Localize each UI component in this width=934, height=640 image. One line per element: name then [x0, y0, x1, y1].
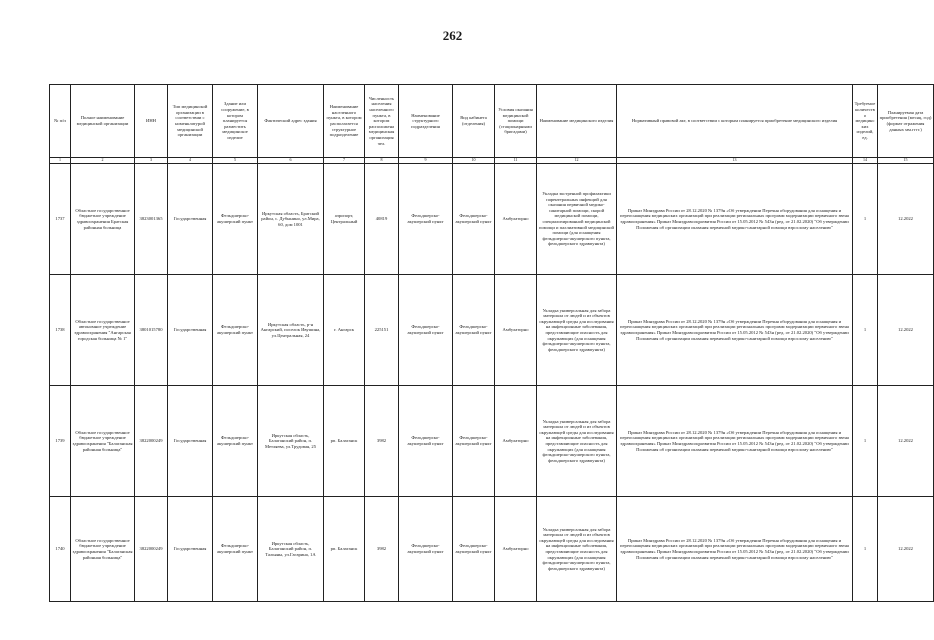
row-number: 1737 — [50, 164, 71, 275]
unit: Фельдшерско-акушерский пункт — [399, 275, 453, 386]
header-cell: Нормативный правовой акт, в соответствии с которым планируется приобретение медицинского изделия — [617, 85, 853, 158]
column-number: 1 — [50, 158, 71, 164]
column-number: 5 — [213, 158, 258, 164]
row-number: 1740 — [50, 497, 71, 602]
register-table — [49, 84, 934, 602]
org-name: Областное государственное автономное учреждение здравоохранения "Ангарская городская больница № 1" — [71, 275, 135, 386]
legal-act: Приказ Минздрава России от 28.12.2020 № 1379н «Об утверждении Перечня оборудования для оснащения и переоснащения медицинских организаций при реализации региональных программ модернизации первичного звена здравоохранения» Приказ Минздравсоцразвития России от 15.05.2012 № 543н (ред. от 21.02.2020) "Об утверждении Положения об организации оказания первичной медико-санитарной помощи взрослому населению" — [617, 497, 853, 602]
org-name: Областное государственное бюджетное учреждение здравоохранения "Балаганская районная больница" — [71, 386, 135, 497]
legal-act: Приказ Минздрава России от 28.12.2020 № 1379н «Об утверждении Перечня оборудования для оснащения и переоснащения медицинских организаций при реализации региональных программ модернизации первичного звена здравоохранения» Приказ Минздравсоцразвития России от 15.05.2012 № 543н (ред. от 21.02.2020) "Об утверждении Положения об организации оказания первичной медико-санитарной помощи взрослому населению" — [617, 164, 853, 275]
address: Иркутская область, р-н Ангарский, поселок Ивушина, ул.Центральная, 24 — [258, 275, 324, 386]
unit: Фельдшерско-акушерский пункт — [399, 386, 453, 497]
legal-act: Приказ Минздрава России от 28.12.2020 № 1379н «Об утверждении Перечня оборудования для оснащения и переоснащения медицинских организаций при реализации региональных программ модернизации первичного звена здравоохранения» Приказ Минздравсоцразвития России от 15.05.2012 № 543н (ред. от 21.02.2020) "Об утверждении Положения об организации оказания первичной медико-санитарной помощи взрослому населению" — [617, 275, 853, 386]
locality: г. Ангарск — [324, 275, 365, 386]
column-number: 12 — [537, 158, 617, 164]
column-number: 2 — [71, 158, 135, 164]
unit: Фельдшерско-акушерский пункт — [399, 497, 453, 602]
column-number: 13 — [617, 158, 853, 164]
purchase-date: 12.2022 — [878, 497, 934, 602]
address: Иркутская область, Балаганский район, п. Метляева, ул.Трудовая, 25 — [258, 386, 324, 497]
building: Фельдшерско-акушерский пункт — [213, 386, 258, 497]
org-type: Государственная — [168, 164, 213, 275]
header-cell: Здание или сооружение, в котором планируется разместить медицинское изделие — [213, 85, 258, 158]
column-number: 8 — [365, 158, 399, 164]
header-cell: Условия оказания медицинской помощи (стационарными бригадами) — [495, 85, 537, 158]
column-number: 10 — [453, 158, 495, 164]
table-row — [50, 497, 934, 602]
purchase-date: 12.2022 — [878, 164, 934, 275]
cabinet: Фельдшерско-акушерский пункт — [453, 164, 495, 275]
population: 40819 — [365, 164, 399, 275]
header-cell: Требуемое количество медицинских изделий, ед. — [853, 85, 878, 158]
population: 3982 — [365, 497, 399, 602]
device-name: Укладка универсальная для забора материала от людей и из объектов окружающей среды для исследования на инфекционные заболевания, представляющие опасность для окружающих (для оснащения фельдшерско-акушерского пункта, фельдшерского здравпункта) — [537, 497, 617, 602]
org-name: Областное государственное бюджетное учреждение здравоохранения Братская районная больница — [71, 164, 135, 275]
conditions: Амбулаторно — [495, 164, 537, 275]
row-number: 1738 — [50, 275, 71, 386]
column-number: 7 — [324, 158, 365, 164]
column-number: 11 — [495, 158, 537, 164]
quantity: 1 — [853, 164, 878, 275]
header-cell: Наименование медицинского изделия — [537, 85, 617, 158]
conditions: Амбулаторно — [495, 275, 537, 386]
purchase-date: 12.2022 — [878, 275, 934, 386]
row-number: 1739 — [50, 386, 71, 497]
purchase-date: 12.2022 — [878, 386, 934, 497]
org-type: Государственная — [168, 386, 213, 497]
quantity: 1 — [853, 497, 878, 602]
org-type: Государственная — [168, 497, 213, 602]
conditions: Амбулаторно — [495, 497, 537, 602]
column-number: 3 — [135, 158, 168, 164]
device-name: Укладка универсальная для забора материала от людей и из объектов окружающей среды для исследования на инфекционные заболевания, представляющие опасность для окружающих (для оснащения фельдшерско-акушерского пункта, фельдшерского здравпункта) — [537, 386, 617, 497]
header-cell: Тип медицинской организации в соответствии с номенклатурой медицинской организации — [168, 85, 213, 158]
building: Фельдшерско-акушерский пункт — [213, 164, 258, 275]
page-number: 262 — [442, 28, 463, 43]
conditions: Амбулаторно — [495, 386, 537, 497]
population: 3982 — [365, 386, 399, 497]
table-row — [50, 275, 934, 386]
device-name: Укладка универсальная для забора материала от людей и из объектов окружающей среды для исследования на инфекционные заболевания, представляющие опасность для окружающих (для оснащения фельдшерско-акушерского пункта, фельдшерского здравпункта) — [537, 275, 617, 386]
quantity: 1 — [853, 386, 878, 497]
header-cell: ИНН — [135, 85, 168, 158]
header-row — [50, 85, 934, 158]
locality: аэропорт, Центральный — [324, 164, 365, 275]
inn: 3822000249 — [135, 386, 168, 497]
header-cell: Наименование населенного пункта, в котором располагается структурное подразделение — [324, 85, 365, 158]
cabinet: Фельдшерско-акушерский пункт — [453, 386, 495, 497]
header-cell: Наименование структурного подразделения — [399, 85, 453, 158]
locality: рп. Балаганск — [324, 386, 365, 497]
org-name: Областное государственное бюджетное учреждение здравоохранения "Балаганская районная больница" — [71, 497, 135, 602]
header-cell: Полное наименование медицинской организации — [71, 85, 135, 158]
column-number: 14 — [853, 158, 878, 164]
org-type: Государственная — [168, 275, 213, 386]
column-number: 6 — [258, 158, 324, 164]
inn: 3823001365 — [135, 164, 168, 275]
column-number: 15 — [878, 158, 934, 164]
inn: 3801015780 — [135, 275, 168, 386]
column-number: 9 — [399, 158, 453, 164]
building: Фельдшерско-акушерский пункт — [213, 275, 258, 386]
header-cell: Вид кабинета (отделения) — [453, 85, 495, 158]
locality: рп. Балаганск — [324, 497, 365, 602]
inn: 3822000249 — [135, 497, 168, 602]
cabinet: Фельдшерско-акушерский пункт — [453, 275, 495, 386]
address: Иркутская область, Балаганский район, п. Тальяны, ул.Гагарина, 1А — [258, 497, 324, 602]
header-cell: № п/п — [50, 85, 71, 158]
address: Иркутская область, Братский район, с. Дубынино, ул.Мира, 60, дом 1001 — [258, 164, 324, 275]
header-cell: Фактический адрес здания — [258, 85, 324, 158]
table-row — [50, 386, 934, 497]
unit: Фельдшерско-акушерский пункт — [399, 164, 453, 275]
cabinet: Фельдшерско-акушерский пункт — [453, 497, 495, 602]
header-cell: Численность населения населенного пункта, в котором расположена медицинская организация чел. — [365, 85, 399, 158]
quantity: 1 — [853, 275, 878, 386]
table-row — [50, 164, 934, 275]
header-cell: Планируемая дата приобретения (месяц, год) (формат отражения данных мм.гггг.) — [878, 85, 934, 158]
building: Фельдшерско-акушерский пункт — [213, 497, 258, 602]
legal-act: Приказ Минздрава России от 28.12.2020 № 1379н «Об утверждении Перечня оборудования для оснащения и переоснащения медицинских организаций при реализации региональных программ модернизации первичного звена здравоохранения» Приказ Минздравсоцразвития России от 15.05.2012 № 543н (ред. от 21.02.2020) "Об утверждении Положения об организации оказания первичной медико-санитарной помощи взрослому населению" — [617, 386, 853, 497]
device-name: Укладка экстренной профилактики парентеральных инфекций для оказания первичной медико-санитарной помощи, скорой медицинской помощи, специализированной медицинской помощи и паллиативной медицинской помощи (для оснащения фельдшерско-акушерского пункта, фельдшерского здравпункта) — [537, 164, 617, 275]
column-number: 4 — [168, 158, 213, 164]
population: 225151 — [365, 275, 399, 386]
